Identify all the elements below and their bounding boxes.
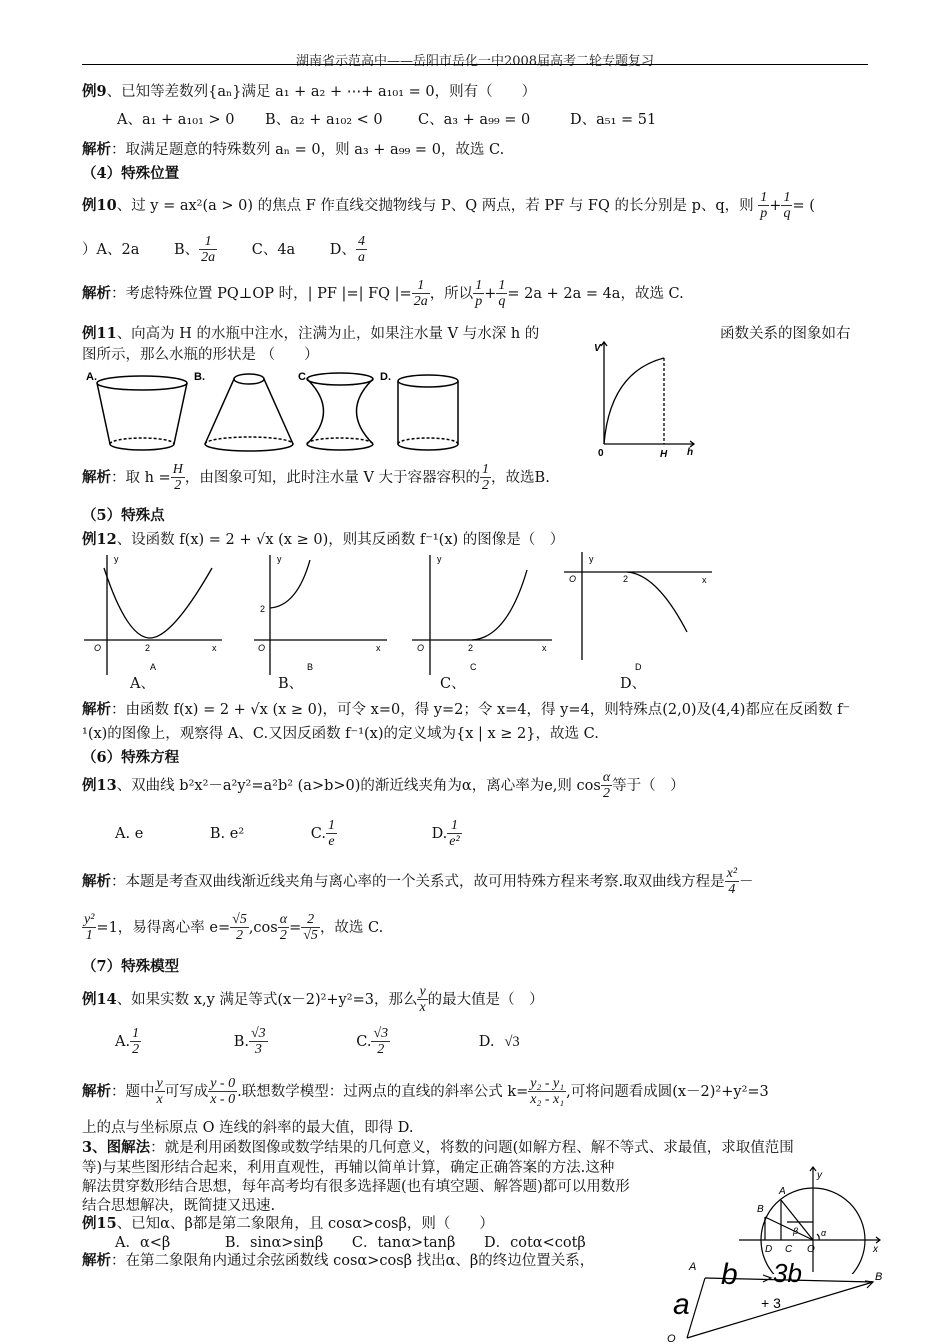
solution-label: 解析 <box>82 1252 111 1269</box>
option-d-fraction: $\frac{4}{a}$ <box>357 234 365 266</box>
vector-origin: O <box>667 1333 676 1344</box>
example-13 <box>82 770 685 802</box>
method-3-text: ：就是利用函数图像或数学结果的几何意义，将数的问题(如解方程、解不等式、求最值，求取值范围 <box>150 1140 794 1156</box>
example-13-text-2: 等于（ ） <box>612 777 685 794</box>
example-14-label: 例14 <box>82 990 117 1008</box>
graph-v-label: V <box>594 343 601 354</box>
example-13-options <box>115 818 462 850</box>
fraction-y-over-x: $\frac{y}{x}$ <box>156 1076 163 1108</box>
graph-origin-label: 0 <box>598 448 604 459</box>
example-11-text: 、向高为 H 的水瓶中注水，注满为止，如果注水量 V 与水深 h 的 <box>116 326 540 342</box>
circle-point-b: B <box>757 1204 764 1215</box>
solution-fraction: $\frac{1}{2a}$ <box>413 278 428 310</box>
method-3-label: 3、图解法 <box>82 1139 151 1156</box>
header-rule <box>82 64 868 65</box>
fraction-1-over-q: $\frac{1}{q}$ <box>783 190 791 222</box>
minus-sign: － <box>739 873 754 890</box>
example-15-text: 、已知α、β都是第二象限角，且 cosα>cosβ，则（ ） <box>116 1216 494 1232</box>
circle-alpha: α <box>821 1228 827 1238</box>
inverse-function-graphs <box>82 550 722 690</box>
page-header: 湖南省示范高中——岳阳市岳化一中2008届高考二轮专题复习 <box>295 54 655 69</box>
circle-point-a: A <box>779 1186 786 1197</box>
example-12-option-d: D、 <box>620 676 647 692</box>
graph-d-x: x <box>702 575 707 585</box>
example-9-option-c: C、a₃ + a₉₉ = 0 <box>418 112 531 128</box>
example-10: 例10、过 y = ax²(a > 0) 的焦点 F 作直线交抛物线与 P、Q 两点，若 PF 与 FQ 的长分别是 p、q，则 $\frac{1}{p}$ + $\frac{1}{q}$ = ( <box>82 190 815 222</box>
vessel-a-label: A. <box>86 371 97 383</box>
option-d-value: √3 <box>504 1033 520 1050</box>
vessel-c-label: C. <box>298 371 309 383</box>
circle-y-label: y <box>817 1170 822 1181</box>
circle-origin: O <box>807 1244 815 1255</box>
solution-label: 解析 <box>82 141 111 158</box>
solution-fraction-h: $\frac{H}{2}$ <box>172 462 183 494</box>
example-12-option-c: C、 <box>440 676 466 692</box>
fraction-1-over-p: $\frac{1}{p}$ <box>760 190 768 222</box>
example-10-option-a: ）A、2a <box>82 241 140 258</box>
graph-d-caption: D <box>635 662 642 672</box>
example-13-option-d: D. <box>431 825 448 842</box>
fraction-x2-over-4: $\frac{\text{x²}}{4}$ <box>726 866 738 898</box>
solution-text: ：题中 <box>111 1083 155 1100</box>
graph-b-caption: B <box>307 662 314 672</box>
example-14 <box>82 984 544 1016</box>
circle-point-c: C <box>785 1244 793 1255</box>
example-13-solution <box>82 866 754 898</box>
graph-h-mark: H <box>660 449 668 460</box>
solution-text: ：本题是考查双曲线渐近线夹角与离心率的一个关系式，故可用特殊方程来考察.取双曲线方程是 <box>111 873 725 890</box>
method-3-line-1 <box>82 1136 794 1157</box>
graph-c-mark: 2 <box>468 643 474 653</box>
fraction-2-over-root5: $\frac{2}{√5}$ <box>303 912 318 944</box>
solution-text: ，故选B. <box>491 469 550 486</box>
fraction-alpha-over-2: $\frac{\alpha}{2}$ <box>602 770 611 802</box>
section-6-heading: （6）特殊方程 <box>82 749 180 766</box>
vessel-b-label: B. <box>194 371 205 383</box>
example-9-option-d: D、a₅₁ = 51 <box>570 112 657 128</box>
vector-b-label: b <box>721 1258 738 1291</box>
example-9-label: 例9 <box>82 83 107 100</box>
graph-c-caption: C <box>470 662 477 672</box>
example-10-option-c: C、4a <box>251 241 296 258</box>
solution-text: ，所以 <box>429 285 474 302</box>
example-14-option-d: D. <box>478 1033 495 1050</box>
example-10-option-d: D、 <box>329 241 356 258</box>
example-15-option-d: D．cotα<cotβ <box>484 1235 586 1251</box>
example-14-option-b: B. <box>233 1033 249 1050</box>
section-7-heading: （7）特殊模型 <box>82 958 180 975</box>
example-11-label: 例11 <box>82 325 117 342</box>
graph-c-y: y <box>437 554 442 564</box>
example-15-option-c: C．tanα>tanβ <box>351 1235 456 1251</box>
example-11-text-2: 图所示，那么水瓶的形状是 （ ） <box>82 347 319 363</box>
example-9-solution <box>82 138 504 159</box>
graph-a-x: x <box>212 643 217 653</box>
circle-beta: β <box>793 1226 799 1236</box>
vector-a-label: a <box>673 1288 690 1321</box>
vessel-c <box>307 373 373 450</box>
example-13-label: 例13 <box>82 776 117 794</box>
option-b-fraction: $\frac{1}{2a}$ <box>201 234 216 266</box>
section-4-heading: （4）特殊位置 <box>82 165 180 182</box>
example-13-option-c: C. <box>310 825 326 842</box>
example-12 <box>82 528 564 549</box>
solution-text: ：取 h = <box>111 469 171 486</box>
example-13-option-a: A. e <box>115 825 144 842</box>
option-c-fraction: $\frac{√3}{2}$ <box>373 1026 389 1058</box>
graph-b-x: x <box>376 643 381 653</box>
vessel-a <box>97 376 187 450</box>
option-d-fraction: $\frac{1}{\text{e²}}$ <box>449 818 460 850</box>
option-a-fraction: $\frac{1}{2}$ <box>132 1026 140 1058</box>
example-14-option-a: A. <box>115 1033 131 1050</box>
example-12-text: 、设函数 f(x) = 2 + √x (x ≥ 0)，则其反函数 f⁻¹(x) 的图像是（ ） <box>116 532 565 548</box>
solution-label: 解析 <box>82 284 111 302</box>
vessel-b <box>205 374 293 451</box>
solution-text: ：在第二象限角内通过余弦函数线 cosα>cosβ 找出α、β的终边位置关系， <box>111 1253 595 1269</box>
solution-text: ，故选 C. <box>319 919 384 936</box>
method-3-line-4: 结合思想解决，既简捷又迅速. <box>82 1198 276 1214</box>
solution-text: = 2a + 2a = 4a，故选 C. <box>507 285 684 302</box>
fraction-root5-over-2: $\frac{√5}{2}$ <box>232 912 247 944</box>
example-10-options <box>82 234 367 266</box>
solution-label: 解析 <box>82 872 111 890</box>
circle-x-label: x <box>873 1244 878 1255</box>
vessel-d-label: D. <box>380 371 391 383</box>
vessel-shapes <box>82 366 482 456</box>
solution-text: .联想数学模型：过两点的直线的斜率公式 k= <box>237 1083 529 1100</box>
option-c-fraction: $\frac{1}{e}$ <box>327 818 335 850</box>
example-10-option-b: B、 <box>173 241 200 258</box>
example-11-solution <box>82 462 550 494</box>
fraction-y2-over-1: $\frac{\text{y²}}{1}$ <box>84 912 95 944</box>
graph-c-origin: O <box>417 643 425 653</box>
slope-fraction: $\frac{\text{y₂ - y₁}}{\text{x₂ - x₁}}$ <box>530 1076 565 1108</box>
graph-a-caption: A <box>150 662 157 672</box>
solution-text: ,cos <box>248 919 278 936</box>
graph-a-mark: 2 <box>145 643 151 653</box>
example-12-option-b: B、 <box>278 676 304 692</box>
example-9-option-b: B、a₂ + a₁₀₂ < 0 <box>265 112 383 128</box>
method-3-line-3: 解法贯穿数形结合思想，每年高考均有很多选择题(也有填空题、解答题)都可以用数形 <box>82 1179 630 1195</box>
example-13-option-b: B. e² <box>209 825 245 842</box>
option-b-fraction: $\frac{√3}{3}$ <box>250 1026 266 1058</box>
example-11 <box>82 322 539 343</box>
volume-depth-graph <box>590 336 700 461</box>
vector-sketch <box>665 1256 895 1344</box>
solution-label: 解析 <box>82 701 111 718</box>
graph-b-y: y <box>277 554 282 564</box>
example-14-text-2: 的最大值是（ ） <box>427 991 544 1008</box>
graph-h-label: h <box>687 447 694 458</box>
vessel-d <box>398 375 458 450</box>
fraction-1-over-p: $\frac{1}{p}$ <box>475 278 483 310</box>
circle-point-d: D <box>765 1244 773 1255</box>
solution-text: ：考虑特殊位置 PQ⊥OP 时，| PF |=| FQ |= <box>111 285 412 302</box>
example-13-solution-line-2 <box>82 912 383 944</box>
solution-text: ，由图象可知，此时注水量 V 大于容器容积的 <box>184 469 481 486</box>
example-15-solution <box>82 1249 594 1270</box>
solution-fraction-half: $\frac{1}{2}$ <box>482 462 490 494</box>
example-15-option-b: B．sinα>sinβ <box>224 1235 324 1251</box>
example-13-text: 、双曲线 b²x²－a²y²=a²b² (a>b>0)的渐近线夹角为α，离心率为e,则 cos <box>116 777 601 794</box>
example-15-option-a: A．α<β <box>115 1235 171 1251</box>
graph-b-mark: 2 <box>260 604 266 614</box>
solution-text: ：由函数 f(x) = 2 + √x (x ≥ 0)，可令 x=0，得 y=2；令 x=4，得 y=4，则特殊点(2,0)及(4,4)都应在反函数 f⁻ <box>111 702 851 718</box>
example-10-text: 、过 y = ax²(a > 0) 的焦点 F 作直线交抛物线与 P、Q 两点，若 PF 与 FQ 的长分别是 p、q，则 <box>116 197 754 214</box>
example-9-text: 、已知等差数列{aₙ}满足 a₁ + a₂ + ⋯+ a₁₀₁ = 0，则有（ ） <box>106 84 537 100</box>
example-14-option-c: C. <box>356 1033 372 1050</box>
solution-label: 解析 <box>82 468 111 486</box>
graph-a-y: y <box>114 554 119 564</box>
example-12-solution-line-2: ¹(x)的图像上，观察得 A、C.又因反函数 f⁻¹(x)的定义域为{x | x ≥ 2}，故选 C. <box>82 726 599 742</box>
example-14-options <box>115 1026 520 1058</box>
vector-3b-label: 3b <box>773 1258 802 1288</box>
solution-text: =1，易得离心率 e= <box>96 919 231 936</box>
fraction-y-over-x: $\frac{y}{x}$ <box>419 984 426 1016</box>
example-15 <box>82 1212 494 1233</box>
example-14-solution-line-2: 上的点与坐标原点 O 连线的斜率的最大值，即得 D. <box>82 1120 414 1136</box>
graph-c-x: x <box>542 643 547 653</box>
graph-d-origin: O <box>569 574 577 584</box>
graph-b-origin: O <box>258 643 266 653</box>
solution-label: 解析 <box>82 1082 111 1100</box>
example-10-label: 例10 <box>82 196 117 214</box>
example-9-option-a: A、a₁ + a₁₀₁ > 0 <box>117 112 235 128</box>
graph-d-y: y <box>589 554 594 564</box>
example-14-solution <box>82 1076 769 1108</box>
vector-plus-3: + 3 <box>761 1295 781 1311</box>
example-9-solution-text: ：取满足题意的特殊数列 aₙ = 0，则 a₃ + a₉₉ = 0，故选 C. <box>111 142 505 158</box>
example-15-label: 例15 <box>82 1215 117 1232</box>
example-12-label: 例12 <box>82 531 117 548</box>
example-9 <box>82 80 536 101</box>
vector-point-b: B <box>875 1271 883 1283</box>
fraction-1-over-q: $\frac{1}{q}$ <box>498 278 506 310</box>
section-5-heading: （5）特殊点 <box>82 507 165 524</box>
example-12-solution <box>82 698 850 719</box>
equals-sign: = <box>289 919 302 936</box>
fraction-alpha-over-2: $\frac{\alpha}{2}$ <box>279 912 288 944</box>
example-14-text: 、如果实数 x,y 满足等式(x－2)²+y²=3，那么 <box>116 991 418 1008</box>
graph-d-mark: 2 <box>623 574 629 584</box>
solution-text: 可写成 <box>164 1083 209 1100</box>
solution-text: ,可将问题看成圆(x－2)²+y²=3 <box>566 1083 769 1100</box>
example-12-option-a: A、 <box>130 676 155 692</box>
method-3-line-2: 等)与某些图形结合起来，利用直观性，再辅以简单计算，确定正确答案的方法.这种 <box>82 1160 615 1176</box>
example-11-text-right: 函数关系的图象如右 <box>720 326 851 342</box>
vector-point-a: A <box>689 1261 697 1273</box>
fraction-y0-over-x0: $\frac{y - 0}{x - 0}$ <box>210 1076 236 1108</box>
graph-a-origin: O <box>94 643 102 653</box>
example-10-solution: 解析：考虑特殊位置 PQ⊥OP 时，| PF |=| FQ |= $\frac{1}{2a}$ ，所以 $\frac{1}{p}$ + $\frac{1}{q}$ = 2a + 2a = 4a，故选 C. <box>82 278 684 310</box>
